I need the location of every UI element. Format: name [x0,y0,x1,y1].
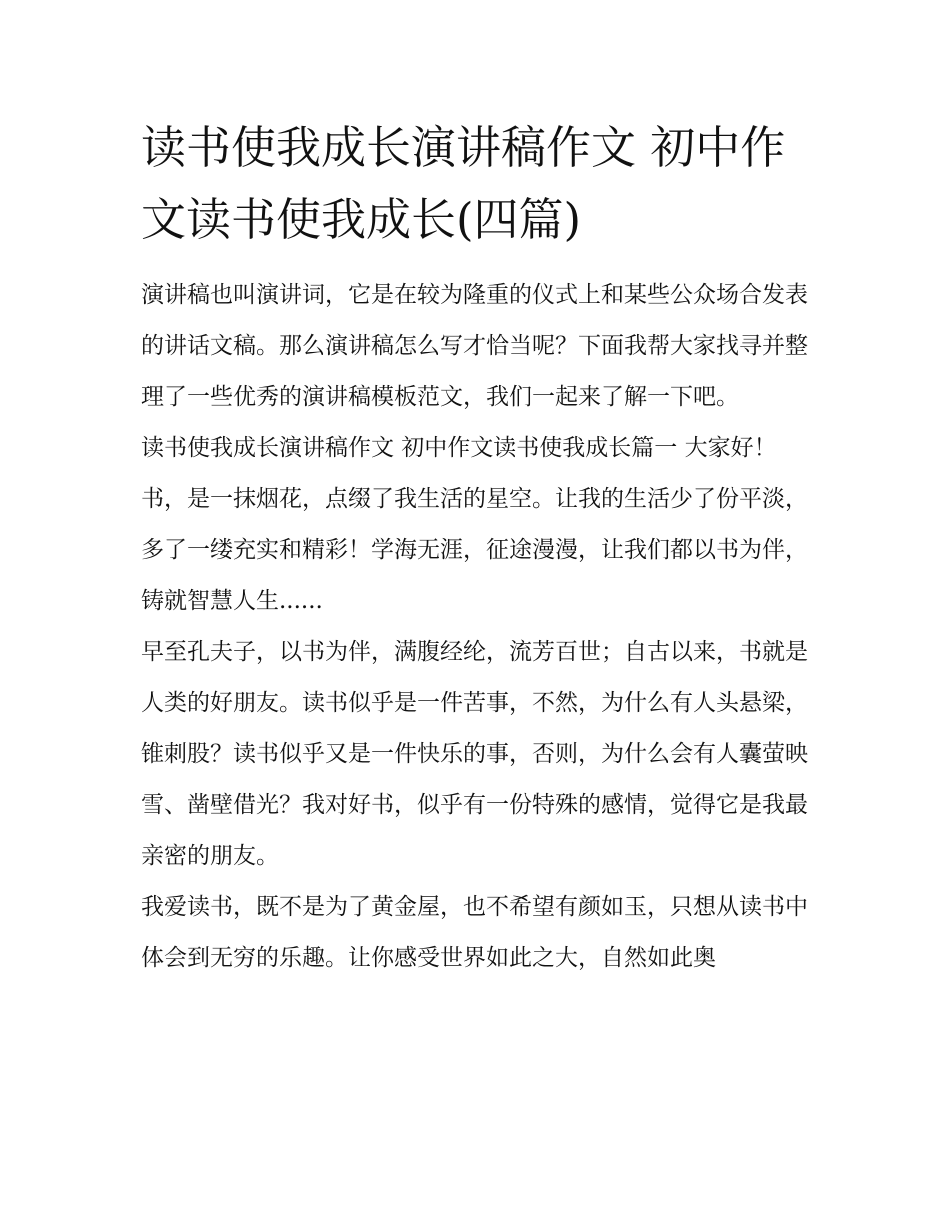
document-title: 读书使我成长演讲稿作文 初中作文读书使我成长(四篇) [141,121,786,246]
document-body [141,112,813,984]
paragraph-confucius: 早至孔夫子，以书为伴，满腹经纶，流芳百世；自古以来，书就是人类的好朋友。读书似乎是一件苦事，不然，为什么有人头悬梁，锥刺股？读书似乎又是一件快乐的事，否则，为什么会有人囊萤映雪、凿壁借光？我对好书，似乎有一份特殊的感情，觉得它是我最亲密的朋友。 [141,639,808,869]
paragraph-greeting: 读书使我成长演讲稿作文 初中作文读书使我成长篇一 大家好！ [141,435,777,461]
paragraph-love-reading: 我爱读书，既不是为了黄金屋，也不希望有颜如玉，只想从读书中体会到无穷的乐趣。让你感受世界如此之大，自然如此奥 [141,894,808,971]
paragraph-intro: 演讲稿也叫演讲词，它是在较为隆重的仪式上和某些公众场合发表的讲话文稿。那么演讲稿怎么写才恰当呢？下面我帮大家找寻并整理了一些优秀的演讲稿模板范文，我们一起来了解一下吧。 [141,282,808,410]
paragraph-book-fireworks: 书，是一抹烟花，点缀了我生活的星空。让我的生活少了份平淡，多了一缕充实和精彩！学海无涯，征途漫漫，让我们都以书为伴，铸就智慧人生...... [141,486,808,614]
